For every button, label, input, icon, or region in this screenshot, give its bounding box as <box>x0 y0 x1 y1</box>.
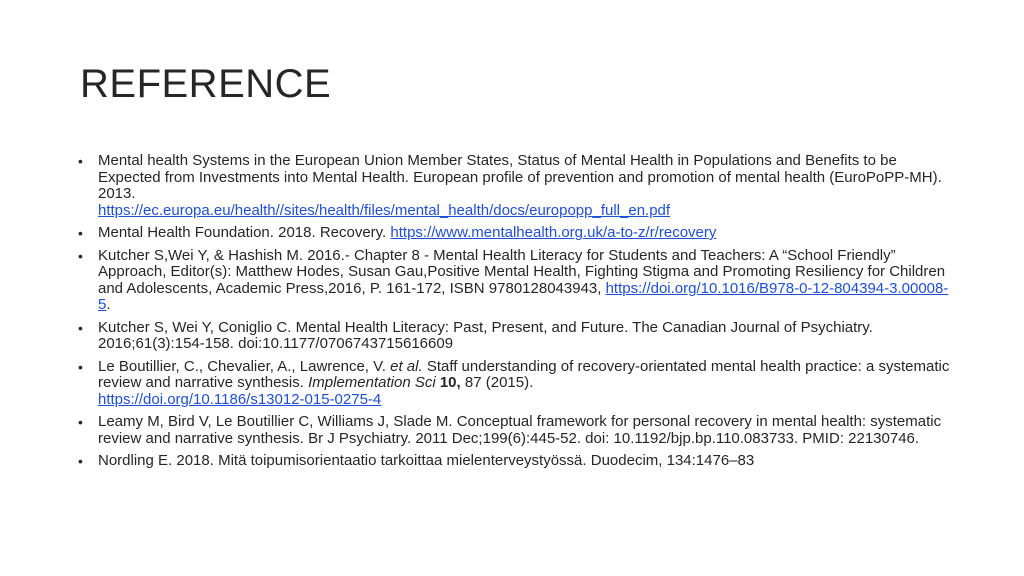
bullet-icon: • <box>78 247 83 264</box>
reference-link[interactable]: https://doi.org/10.1016/B978-0-12-804394-3.00008-5 <box>98 279 949 313</box>
bullet-icon: • <box>78 414 83 430</box>
reference-link[interactable]: https://www.mentalhealth.org.uk/a-to-z/r/recovery <box>390 224 717 241</box>
reference-volume: 10, <box>439 374 461 391</box>
reference-link[interactable]: https://doi.org/10.1186/s13012-015-0275-4 <box>98 390 382 408</box>
reference-item <box>78 453 958 470</box>
reference-text-authors: Le Boutillier, C., Chevalier, A., Lawrence, V. <box>98 357 386 375</box>
reference-text: Mental health Systems in the European Union Member States, Status of Mental Health in Populations and Benefits to be Expected from Investments into Mental Health. European profile of prevention and promotion of mental health (EuroPoPP-MH). 2013. <box>98 152 942 202</box>
reference-item <box>78 414 958 447</box>
reference-item <box>78 153 958 219</box>
reference-item <box>78 359 958 409</box>
bullet-icon: • <box>78 225 83 241</box>
reference-item <box>78 320 958 353</box>
reference-item <box>78 248 958 314</box>
reference-pages: 87 (2015). <box>464 374 534 391</box>
bullet-icon: • <box>78 319 83 336</box>
bullet-icon: • <box>78 153 83 169</box>
reference-text: Kutcher S, Wei Y, Coniglio C. Mental Health Literacy: Past, Present, and Future. The Canadian Journal of Psychiatry. 2016;61(3):154-158. doi:10.1177/0706743715616609 <box>98 318 873 352</box>
reference-item <box>78 225 958 242</box>
reference-text: Leamy M, Bird V, Le Boutillier C, Williams J, Slade M. Conceptual framework for personal recovery in mental health: systematic review and narrative synthesis. Br J Psychiatry. 2011 Dec;199(6):445-52. doi: 10.1192/bjp.bp.110.083733. PMID: 22130746. <box>98 413 942 447</box>
reference-text: Mental Health Foundation. 2018. Recovery. <box>98 224 387 241</box>
reference-text: Kutcher S,Wei Y, & Hashish M. 2016.- Chapter 8 - Mental Health Literacy for Students and Teachers: A “School Friendly” Approach, Editor(s): Matthew Hodes, Susan Gau,Positive Mental Health, Fighting Stigma and Promoting Resiliency for Children and Adolescents, Academic Press,2016, P. 161-172, ISBN 9780128043943, <box>98 246 946 297</box>
reference-list <box>78 153 958 476</box>
reference-journal: Implementation Sci <box>308 374 436 391</box>
reference-tail: . <box>106 296 111 313</box>
slide-title: REFERENCE <box>80 62 332 106</box>
bullet-icon: • <box>78 358 83 375</box>
bullet-icon: • <box>78 453 83 469</box>
reference-link[interactable]: https://ec.europa.eu/health//sites/health/files/mental_health/docs/europopp_full_en.pdf <box>98 201 671 219</box>
reference-et-al: et al. <box>390 357 423 375</box>
reference-text-title: Staff understanding of recovery-orientated mental health practice: a systematic review and narrative synthesis. <box>98 357 950 391</box>
reference-text: Nordling E. 2018. Mitä toipumisorientaatio tarkoittaa mielenterveystyössä. Duodecim, 134:1476–83 <box>98 452 755 469</box>
